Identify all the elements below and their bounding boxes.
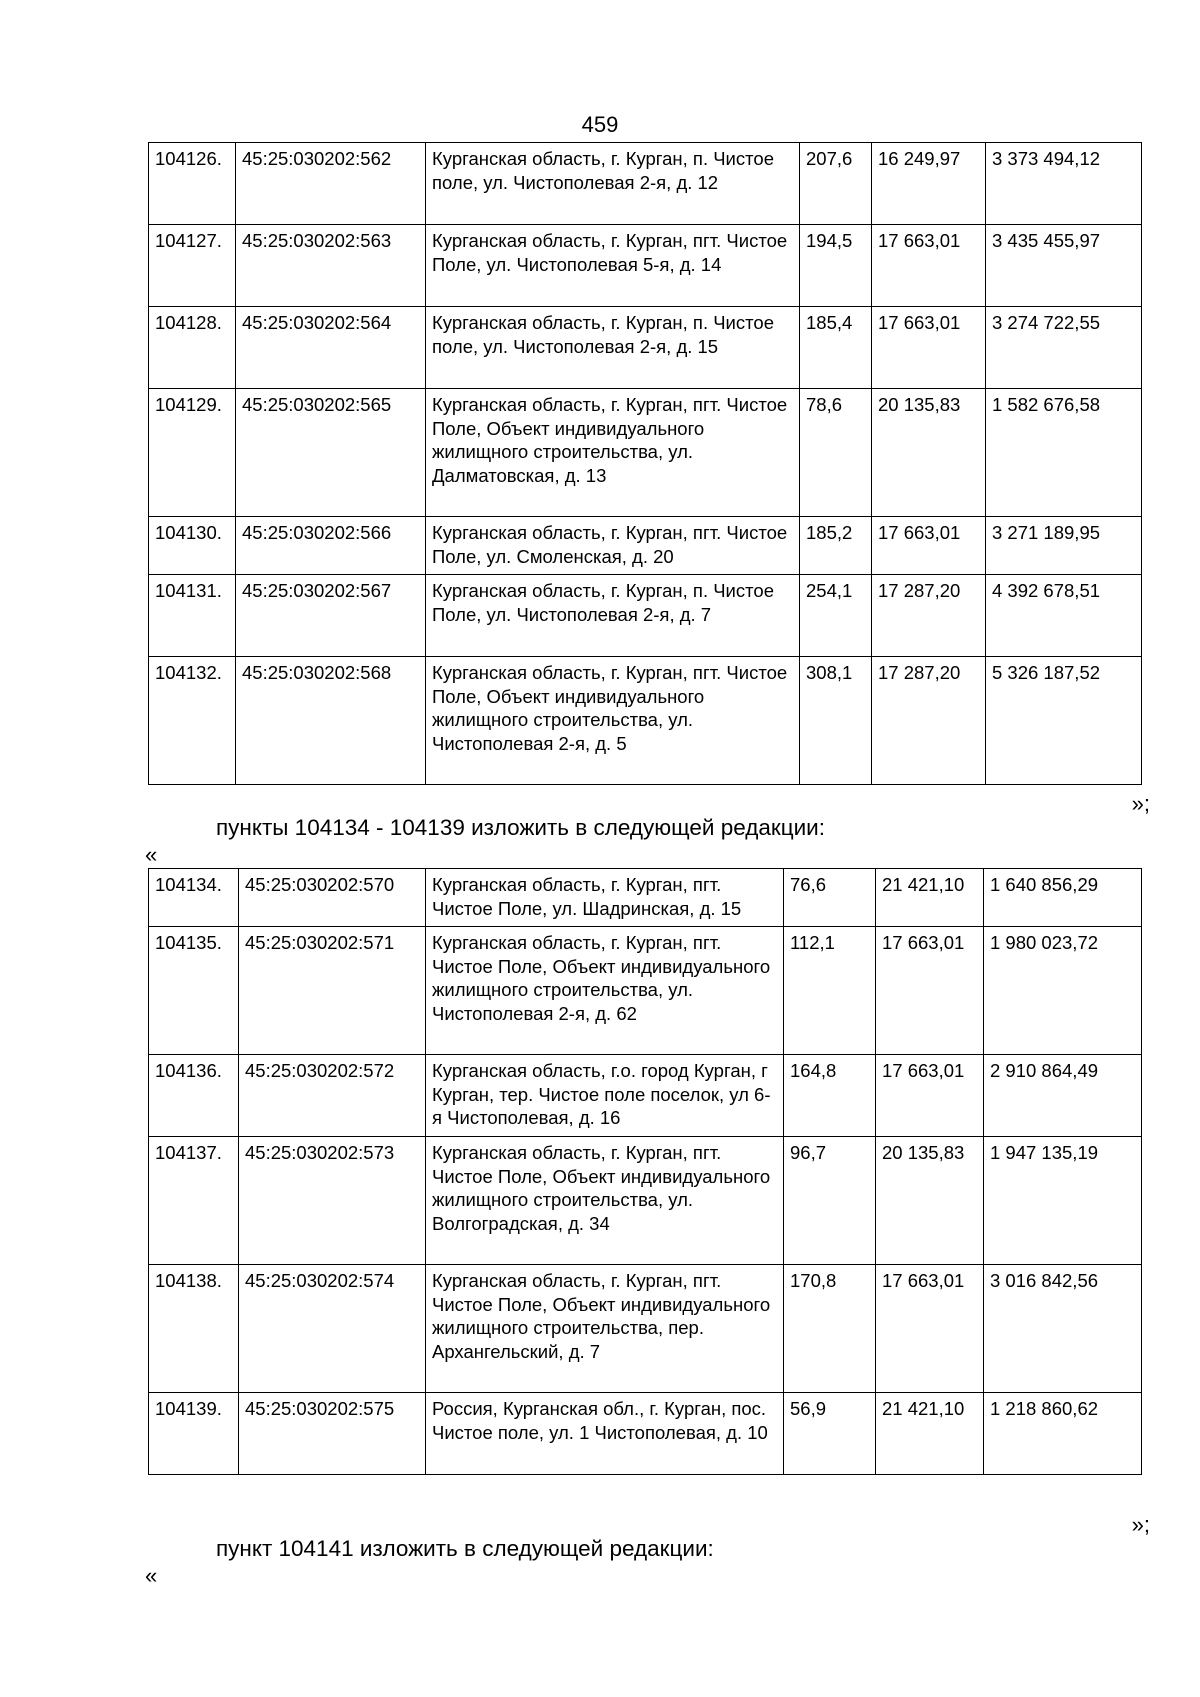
cadastral-value: 3 274 722,55 [986,307,1142,389]
table-row [149,575,1142,657]
cadastral-number: 45:25:030202:571 [239,927,426,1055]
table-row [149,869,1142,927]
cadastral-number: 45:25:030202:562 [236,143,426,225]
address: Курганская область, г. Курган, пгт. Чистое Поле, ул. Шадринская, д. 15 [426,869,784,927]
cadastral-number: 45:25:030202:568 [236,657,426,785]
cadastral-value: 4 392 678,51 [986,575,1142,657]
cadastral-number: 45:25:030202:564 [236,307,426,389]
row-number: 104134. [149,869,239,927]
table-row [149,143,1142,225]
unit-price: 20 135,83 [872,389,986,517]
unit-price: 17 663,01 [876,1055,984,1137]
registry-table-2 [148,868,1142,1475]
row-number: 104132. [149,657,236,785]
address: Курганская область, г. Курган, пгт. Чистое Поле, Объект индивидуального жилищного строительства, ул. Далматовская, д. 13 [426,389,800,517]
address: Курганская область, г. Курган, п. Чистое Поле, ул. Чистополевая 2-я, д. 7 [426,575,800,657]
table-row [149,1137,1142,1265]
row-number: 104137. [149,1137,239,1265]
cadastral-number: 45:25:030202:572 [239,1055,426,1137]
table-row [149,225,1142,307]
closing-quote: »; [1131,1512,1150,1537]
unit-price: 17 663,01 [876,927,984,1055]
cadastral-value: 3 373 494,12 [986,143,1142,225]
address: Россия, Курганская обл., г. Курган, пос. Чистое поле, ул. 1 Чистополевая, д. 10 [426,1393,784,1475]
cadastral-number: 45:25:030202:574 [239,1265,426,1393]
page-number: 459 [581,112,619,137]
area: 207,6 [800,143,872,225]
row-number: 104138. [149,1265,239,1393]
cadastral-value: 5 326 187,52 [986,657,1142,785]
area: 76,6 [784,869,876,927]
area: 308,1 [800,657,872,785]
unit-price: 20 135,83 [876,1137,984,1265]
address: Курганская область, г. Курган, пгт. Чистое Поле, Объект индивидуального жилищного строительства, ул. Волгоградская, д. 34 [426,1137,784,1265]
row-number: 104128. [149,307,236,389]
row-number: 104131. [149,575,236,657]
cadastral-value: 1 640 856,29 [984,869,1142,927]
table-row [149,657,1142,785]
table-row [149,307,1142,389]
address: Курганская область, г. Курган, пгт. Чистое Поле, ул. Чистополевая 5-я, д. 14 [426,225,800,307]
amendment-instruction: пункт 104141 изложить в следующей редакции: [216,1536,714,1561]
opening-quote: « [145,1563,158,1588]
cadastral-value: 1 947 135,19 [984,1137,1142,1265]
closing-quote: »; [1131,791,1150,816]
address: Курганская область, г. Курган, п. Чистое поле, ул. Чистополевая 2-я, д. 15 [426,307,800,389]
unit-price: 17 287,20 [872,575,986,657]
row-number: 104126. [149,143,236,225]
area: 185,4 [800,307,872,389]
address: Курганская область, г. Курган, пгт. Чистое Поле, ул. Смоленская, д. 20 [426,517,800,575]
area: 254,1 [800,575,872,657]
opening-quote: « [145,842,158,867]
table-row [149,1055,1142,1137]
cadastral-number: 45:25:030202:563 [236,225,426,307]
cadastral-number: 45:25:030202:570 [239,869,426,927]
cadastral-number: 45:25:030202:565 [236,389,426,517]
unit-price: 21 421,10 [876,869,984,927]
area: 185,2 [800,517,872,575]
row-number: 104139. [149,1393,239,1475]
amendment-instruction: пункты 104134 - 104139 изложить в следующей редакции: [216,815,826,840]
unit-price: 17 287,20 [872,657,986,785]
unit-price: 17 663,01 [872,225,986,307]
cadastral-value: 1 582 676,58 [986,389,1142,517]
row-number: 104127. [149,225,236,307]
address: Курганская область, г.о. город Курган, г Курган, тер. Чистое поле поселок, ул 6-я Чистополевая, д. 16 [426,1055,784,1137]
cadastral-value: 1 980 023,72 [984,927,1142,1055]
area: 194,5 [800,225,872,307]
cadastral-value: 3 435 455,97 [986,225,1142,307]
table-row [149,1393,1142,1475]
area: 164,8 [784,1055,876,1137]
address: Курганская область, г. Курган, пгт. Чистое Поле, Объект индивидуального жилищного строительства, ул. Чистополевая 2-я, д. 62 [426,927,784,1055]
address: Курганская область, г. Курган, пгт. Чистое Поле, Объект индивидуального жилищного строительства, пер. Архангельский, д. 7 [426,1265,784,1393]
unit-price: 17 663,01 [872,517,986,575]
row-number: 104135. [149,927,239,1055]
area: 56,9 [784,1393,876,1475]
table-row [149,927,1142,1055]
cadastral-number: 45:25:030202:575 [239,1393,426,1475]
unit-price: 17 663,01 [876,1265,984,1393]
row-number: 104130. [149,517,236,575]
table-row [149,517,1142,575]
cadastral-value: 2 910 864,49 [984,1055,1142,1137]
cadastral-value: 3 016 842,56 [984,1265,1142,1393]
unit-price: 16 249,97 [872,143,986,225]
area: 112,1 [784,927,876,1055]
cadastral-number: 45:25:030202:573 [239,1137,426,1265]
row-number: 104129. [149,389,236,517]
row-number: 104136. [149,1055,239,1137]
area: 78,6 [800,389,872,517]
table-row [149,1265,1142,1393]
address: Курганская область, г. Курган, пгт. Чистое Поле, Объект индивидуального жилищного строительства, ул. Чистополевая 2-я, д. 5 [426,657,800,785]
unit-price: 17 663,01 [872,307,986,389]
registry-table-1 [148,142,1142,785]
address: Курганская область, г. Курган, п. Чистое поле, ул. Чистополевая 2-я, д. 12 [426,143,800,225]
table-row [149,389,1142,517]
cadastral-value: 3 271 189,95 [986,517,1142,575]
area: 96,7 [784,1137,876,1265]
cadastral-number: 45:25:030202:566 [236,517,426,575]
unit-price: 21 421,10 [876,1393,984,1475]
cadastral-number: 45:25:030202:567 [236,575,426,657]
area: 170,8 [784,1265,876,1393]
cadastral-value: 1 218 860,62 [984,1393,1142,1475]
